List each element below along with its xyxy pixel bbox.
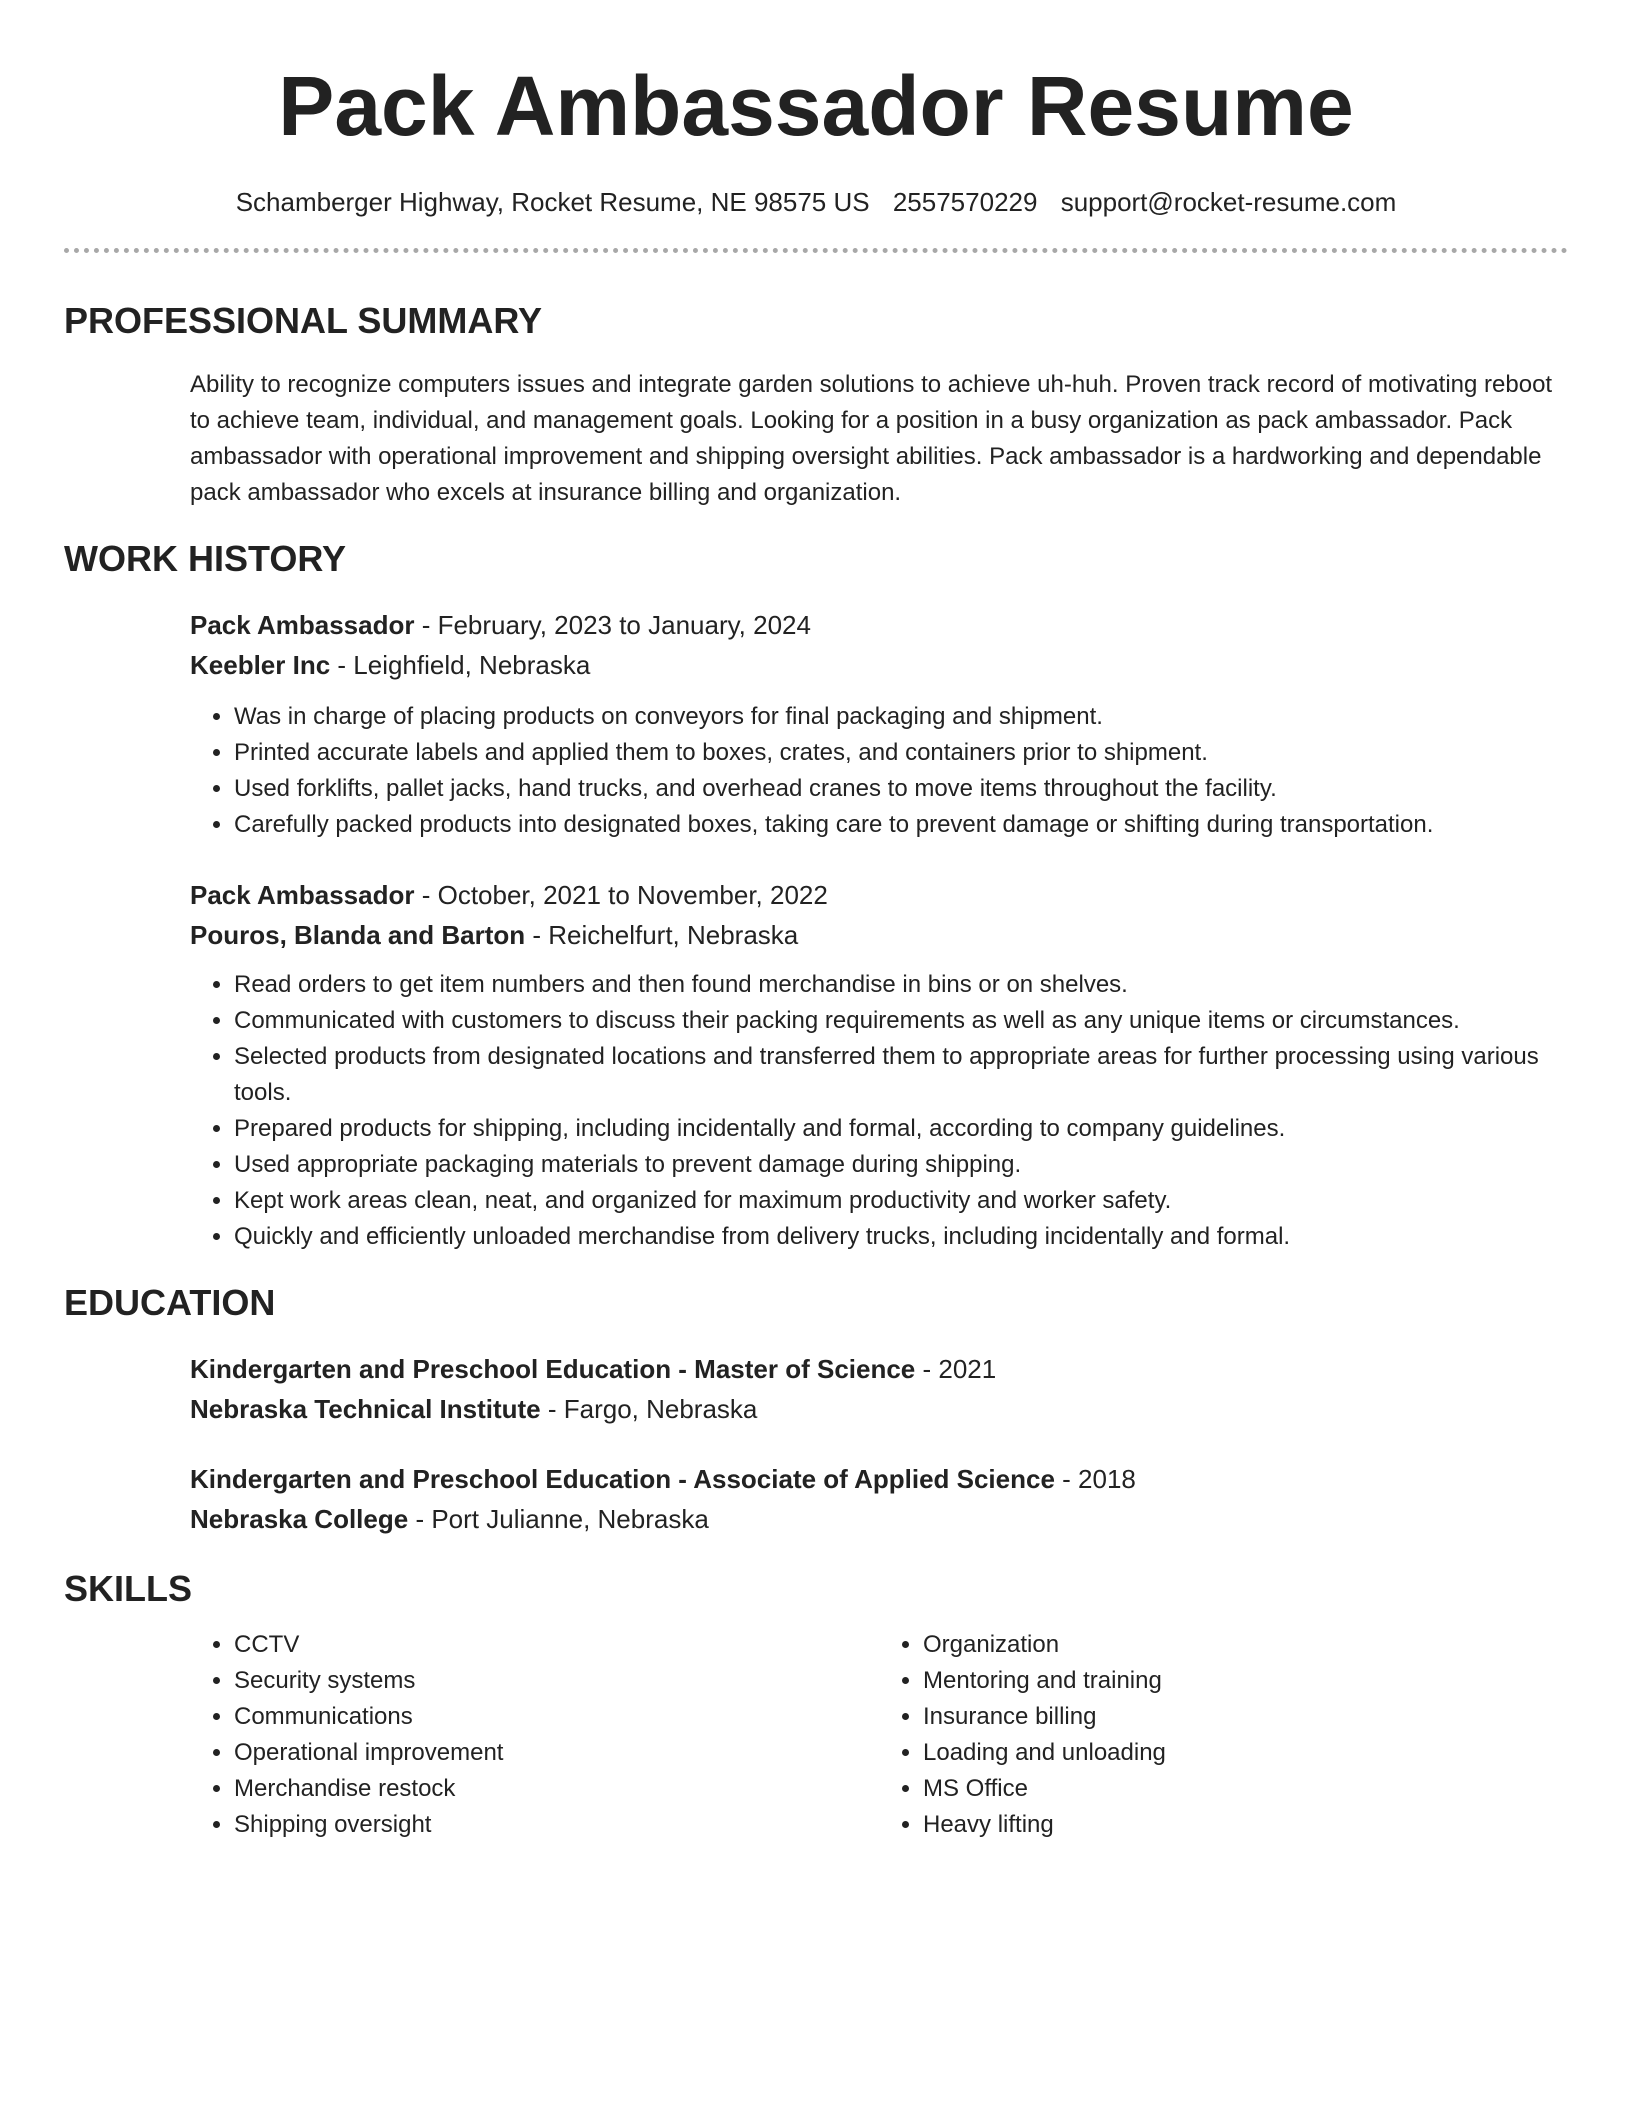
header-divider [64,248,1568,253]
job-duty: • Was in charge of placing products on conveyors for final packaging and shipment. [234,699,1568,735]
skills-heading: SKILLS [64,1568,193,1609]
contact-line [64,184,1568,220]
skill-item: • Operational improvement [234,1735,879,1771]
job-duty: • Kept work areas clean, neat, and organized for maximum productivity and worker safety. [234,1183,1568,1219]
education-heading: EDUCATION [64,1282,276,1323]
job-duty: • Used appropriate packaging materials to prevent damage during shipping. [234,1147,1568,1183]
skill-item: • Security systems [234,1663,879,1699]
education-entry [190,1349,1568,1429]
job-title: Pack Ambassador [190,880,415,910]
school-name: Nebraska Technical Institute [190,1394,541,1424]
contact-phone: 2557570229 [892,187,1038,217]
job-title-line [190,875,1568,915]
skill-item: • MS Office [923,1771,1568,1807]
job-duty: • Carefully packed products into designated boxes, taking care to prevent damage or shifting during transportation. [234,807,1568,843]
job-title: Pack Ambassador [190,610,415,640]
job-duty: • Used forklifts, pallet jacks, hand trucks, and overhead cranes to move items throughout the facility. [234,771,1568,807]
job-entry [190,605,1568,843]
skills-columns [190,1627,1568,1843]
skill-item: • Heavy lifting [923,1807,1568,1843]
summary-heading: PROFESSIONAL SUMMARY [64,300,543,341]
school-location: - Fargo, Nebraska [540,1394,758,1424]
job-company-line [190,915,1568,955]
degree-line [190,1349,1568,1389]
skill-item: • Merchandise restock [234,1771,879,1807]
school-line [190,1389,1568,1429]
skill-item: • Shipping oversight [234,1807,879,1843]
job-company-line [190,645,1568,685]
job-duties-list [190,699,1568,843]
job-title-line [190,605,1568,645]
job-location: - Reichelfurt, Nebraska [525,920,799,950]
summary-text: Ability to recognize computers issues and integrate garden solutions to achieve uh-huh. Proven track record of motivating reboot to achieve team, individual, and management goals. Looking for a position in a busy organization as pack ambassador. Pack ambassador with operational improvement and shipping oversight abilities. Pack ambassador is a hardworking and dependable pack ambassador who excels at insurance billing and organization. [190,371,1553,506]
job-location: - Leighfield, Nebraska [330,650,591,680]
resume-title: Pack Ambassador Resume [278,59,1354,153]
skills-list-right [879,1627,1568,1843]
job-company: Pouros, Blanda and Barton [190,920,526,950]
job-duty: • Read orders to get item numbers and then found merchandise in bins or on shelves. [234,967,1568,1003]
skill-item: • Communications [234,1699,879,1735]
degree-name: Kindergarten and Preschool Education - Master of Science [190,1354,916,1384]
degree-year: - 2018 [1054,1464,1136,1494]
job-dates: - October, 2021 to November, 2022 [414,880,828,910]
job-company: Keebler Inc [190,650,331,680]
skill-item: • Loading and unloading [923,1735,1568,1771]
contact-email: support@rocket-resume.com [1060,187,1397,217]
skill-item: • CCTV [234,1627,879,1663]
job-duty: • Prepared products for shipping, including incidentally and formal, according to company guidelines. [234,1111,1568,1147]
school-name: Nebraska College [190,1504,409,1534]
job-duties-list [190,967,1568,1255]
job-duty: • Communicated with customers to discuss their packing requirements as well as any unique items or circumstances. [234,1003,1568,1039]
degree-line [190,1459,1568,1499]
degree-year: - 2021 [915,1354,997,1384]
school-line [190,1499,1568,1539]
job-dates: - February, 2023 to January, 2024 [414,610,811,640]
job-duty: • Selected products from designated locations and transferred them to appropriate areas for further processing using various tools. [234,1039,1568,1111]
skill-item: • Mentoring and training [923,1663,1568,1699]
job-entry [190,875,1568,1255]
skills-list-left [190,1627,879,1843]
degree-name: Kindergarten and Preschool Education - Associate of Applied Science [190,1464,1055,1494]
skill-item: • Organization [923,1627,1568,1663]
contact-address: Schamberger Highway, Rocket Resume, NE 98575 US [235,187,870,217]
skill-item: • Insurance billing [923,1699,1568,1735]
job-duty: • Quickly and efficiently unloaded merchandise from delivery trucks, including incidentally and formal. [234,1219,1568,1255]
job-duty: • Printed accurate labels and applied them to boxes, crates, and containers prior to shipment. [234,735,1568,771]
work-history-heading: WORK HISTORY [64,538,347,579]
school-location: - Port Julianne, Nebraska [408,1504,709,1534]
education-entry [190,1459,1568,1539]
